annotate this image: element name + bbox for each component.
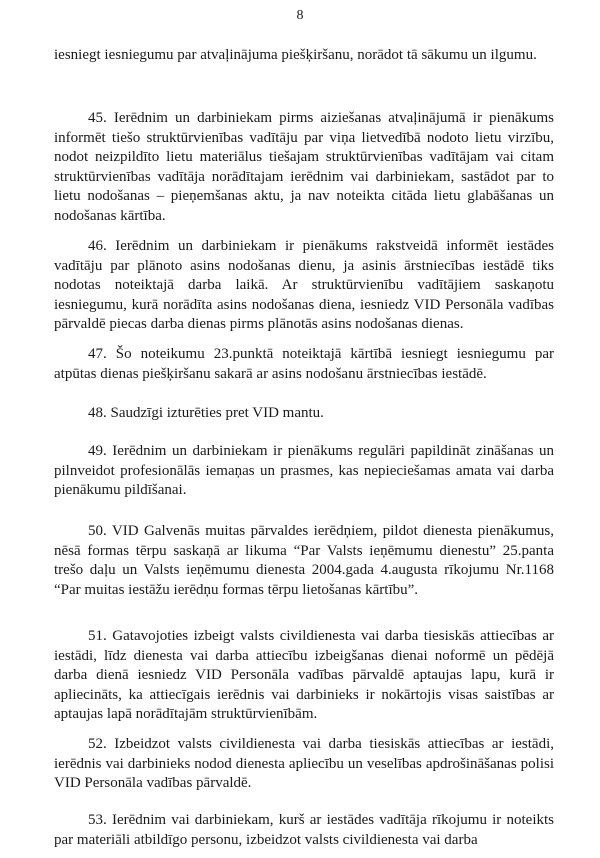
paragraph-44-continuation: iesniegt iesniegumu par atvaļinājuma piešķiršanu, norādot tā sākumu un ilgumu.	[54, 47, 537, 63]
paragraph-47: 47. Šo noteikumu 23.punktā noteiktajā kārtībā iesniegt iesniegumu par atpūtas dienas piešķiršanu sakarā ar asins nodošanu ārstniecības iestādē.	[54, 346, 554, 382]
paragraph-52: 52. Izbeidzot valsts civildienesta vai darba tiesiskās attiecības ar iestādi, ierēdnis vai darbinieks nodod dienesta apliecību un veselības apdrošināšanas polisi VID Personāla vadības pārvaldē.	[54, 736, 554, 791]
paragraph-50: 50. VID Galvenās muitas pārvaldes ierēdņiem, pildot dienesta pienākumus, nēsā formas tērpu saskaņā ar likuma “Par Valsts ieņēmumu dienestu” 25.panta trešo daļu un Valsts ieņēmumu dienesta 2004.gada 4.augusta rīkojumu Nr.1168 “Par muitas iestāžu ierēdņu formas tērpu lietošanas kārtību”.	[54, 523, 554, 598]
paragraph-45: 45. Ierēdnim un darbiniekam pirms aiziešanas atvaļinājumā ir pienākums informēt tiešo struktūrvienības vadītāju par viņa lietvedībā nodoto lietu virzību, nodot neizpildīto lietu materiālus tiešajam struktūrvienības vadītājam vai citam struktūrvienības vadītāja norādītajam ierēdnim vai darbiniekam, sastādot par to lietu nodošanas – pieņemšanas aktu, ja nav noteikta citāda lietu glabāšanas un nodošanas kārtība.	[54, 110, 554, 224]
paragraph-51: 51. Gatavojoties izbeigt valsts civildienesta vai darba tiesiskās attiecības ar iestādi, līdz dienesta vai darba attiecību izbeigšanas dienai noformē un pēdējā darba dienā iesniedz VID Personāla vadības pārvaldē aptaujas lapu, kurā ir apliecināts, ka attiecīgais ierēdnis vai darbinieks ir nokārtojis visas saistības ar aptaujas lapā norādītajām struktūrvienībām.	[54, 628, 554, 722]
paragraph-53: 53. Ierēdnim vai darbiniekam, kurš ar iestādes vadītāja rīkojumu ir noteikts par materiāli atbildīgo personu, izbeidzot valsts civildienesta vai darba	[54, 812, 554, 848]
paragraph-46: 46. Ierēdnim un darbiniekam ir pienākums rakstveidā informēt iestādes vadītāju par plānoto asins nodošanas dienu, ja asinis ārstniecības iestādē tiks nodotas noteiktajā darba laikā. Ar struktūrvienību vadītājiem saskaņotu iesniegumu, kurā norādīta asins nodošanas diena, iesniedz VID Personāla vadības pārvaldē piecas darba dienas pirms plānotās asins nodošanas dienas.	[54, 238, 554, 332]
paragraph-49: 49. Ierēdnim un darbiniekam ir pienākums regulāri papildināt zināšanas un pilnveidot profesionālās iemaņas un prasmes, kas nepieciešamas amata vai darba pienākumu pildīšanai.	[54, 443, 554, 498]
page-number: 8	[296, 8, 304, 23]
paragraph-48: 48. Saudzīgi izturēties pret VID mantu.	[88, 405, 324, 421]
